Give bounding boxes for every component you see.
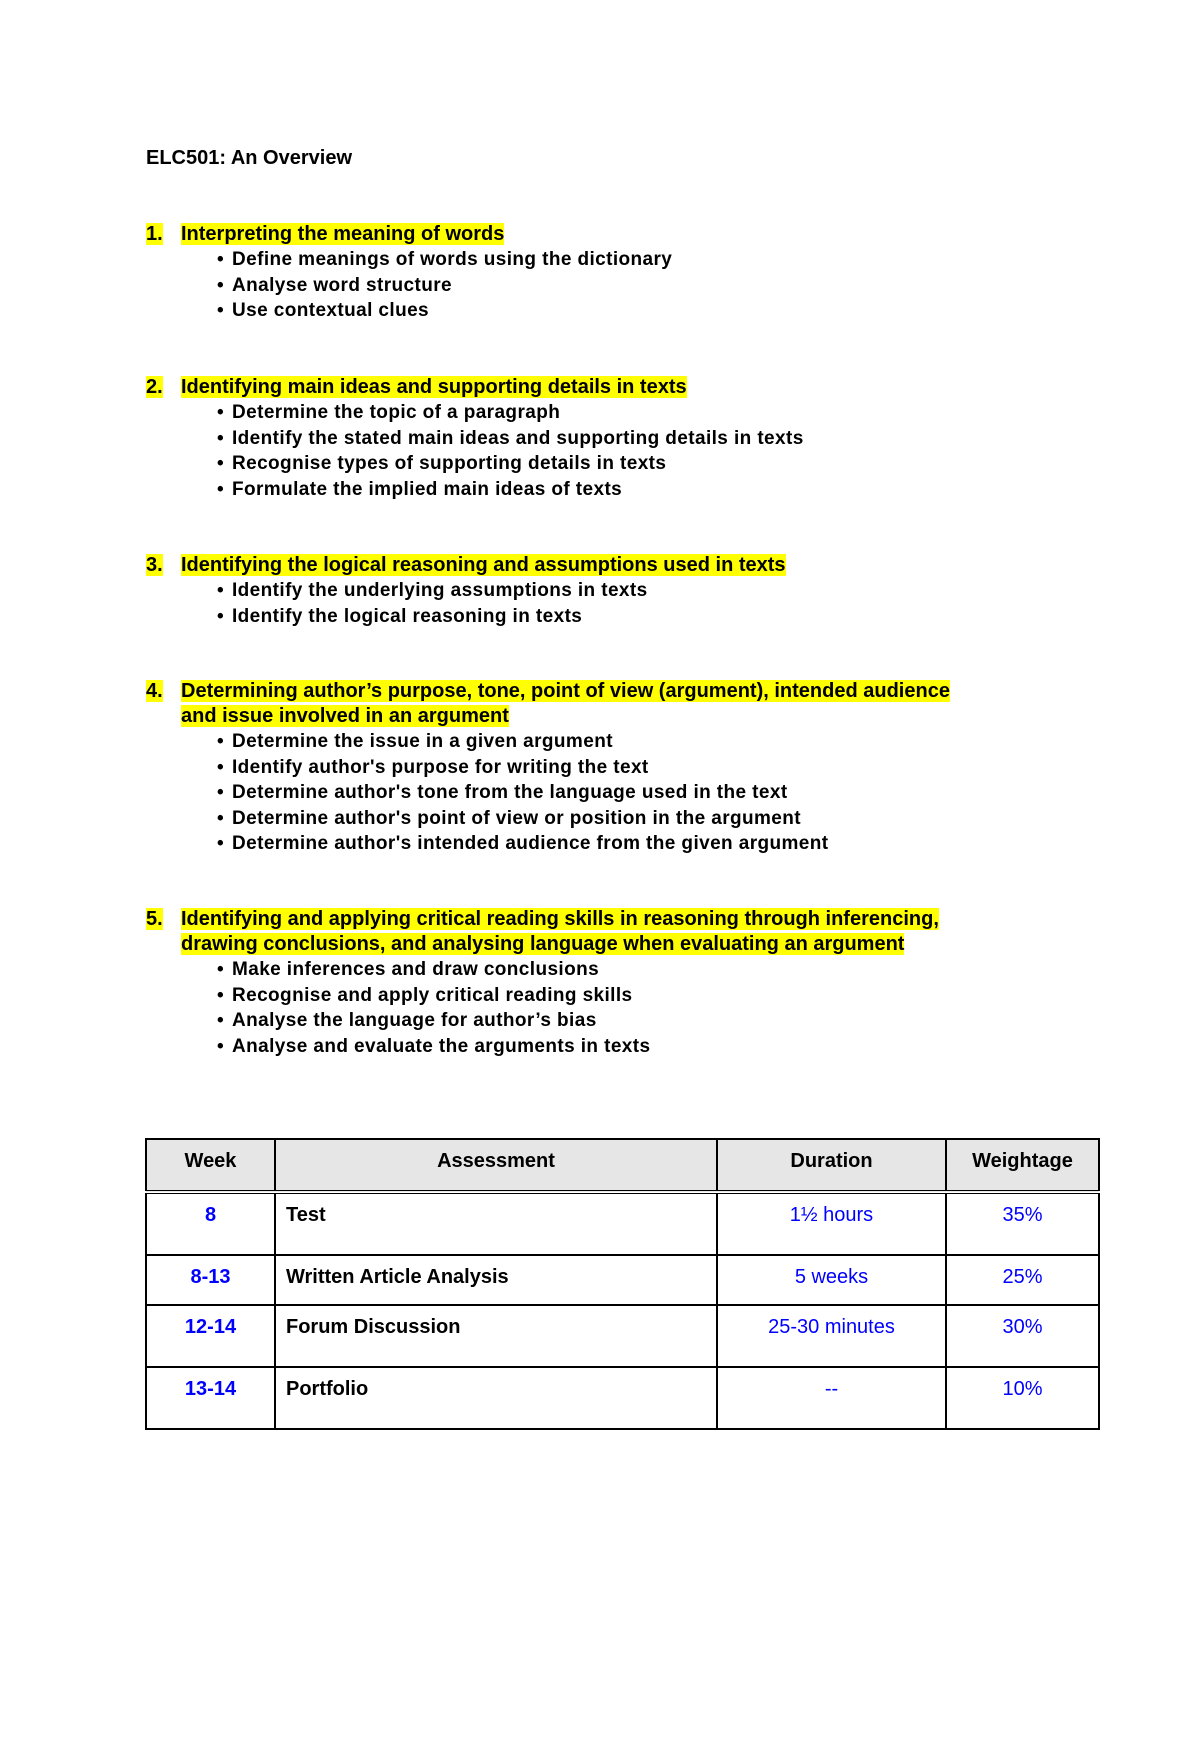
cell-assessment: Forum Discussion [275,1305,717,1367]
list-item: • Identify the logical reasoning in texts [217,604,1066,630]
bullet-icon: • [217,427,225,449]
bullet-icon: • [217,478,225,500]
section-number: 5. [146,908,163,930]
bullet-icon: • [217,731,225,752]
cell-duration: 25-30 minutes [717,1305,946,1367]
section-number: 4. [146,680,163,702]
list-item: • Determine author's tone from the language used in the text [217,780,1066,806]
list-item: • Define meanings of words using the dictionary [217,247,1066,273]
section-title: Identifying main ideas and supporting details in texts [181,376,687,398]
bullet-icon: • [217,1035,225,1057]
bullet-list [146,247,1066,324]
cell-duration: 1½ hours [717,1192,946,1255]
section-title-line-2: drawing conclusions, and analysing language when evaluating an argument [181,933,905,955]
list-item: • Identify author's purpose for writing the text [217,755,1066,781]
section-number: 3. [146,554,163,576]
bullet-icon: • [217,756,225,778]
assessment-table [145,1138,1100,1430]
bullet-list [146,578,1066,629]
section-heading [146,907,1066,957]
bullet-icon: • [217,833,225,854]
section-4 [146,679,1066,857]
header-weightage: Weightage [946,1139,1099,1192]
section-heading [146,553,1066,578]
page-title: ELC501: An Overview [146,147,353,169]
bullet-icon: • [217,402,225,423]
list-item: • Determine the issue in a given argument [217,729,1066,755]
bullet-icon: • [217,984,225,1006]
section-heading [146,222,1066,247]
cell-assessment: Test [275,1192,717,1255]
cell-assessment: Written Article Analysis [275,1255,717,1305]
bullet-icon: • [217,300,225,321]
bullet-icon: • [217,1010,225,1031]
bullet-icon: • [217,782,225,803]
bullet-icon: • [217,807,225,829]
cell-assessment: Portfolio [275,1367,717,1429]
cell-weightage: 35% [946,1192,1099,1255]
list-item: • Use contextual clues [217,298,1066,324]
section-5 [146,907,1066,1059]
bullet-icon: • [217,580,225,601]
section-3 [146,553,1066,629]
section-number: 2. [146,376,163,398]
cell-duration: -- [717,1367,946,1429]
section-title-line-2: and issue involved in an argument [181,705,509,727]
table-row [146,1255,1099,1305]
section-heading [146,375,1066,400]
section-number: 1. [146,223,163,245]
bullet-icon: • [217,453,225,474]
cell-week: 8-13 [146,1255,275,1305]
section-1 [146,222,1066,324]
cell-weightage: 25% [946,1255,1099,1305]
table-row [146,1192,1099,1255]
cell-duration: 5 weeks [717,1255,946,1305]
section-title: Identifying the logical reasoning and assumptions used in texts [181,554,786,576]
cell-weightage: 30% [946,1305,1099,1367]
table-header-row [146,1139,1099,1192]
list-item: • Determine author's intended audience from the given argument [217,831,1066,857]
section-title-line-1: Identifying and applying critical reading skills in reasoning through inferencing, [181,908,939,930]
bullet-icon: • [217,605,225,627]
cell-week: 8 [146,1192,275,1255]
list-item: • Recognise types of supporting details in texts [217,451,1066,477]
table-row [146,1367,1099,1429]
cell-week: 12-14 [146,1305,275,1367]
list-item: • Analyse and evaluate the arguments in texts [217,1034,1066,1060]
table-row [146,1305,1099,1367]
header-assessment: Assessment [275,1139,717,1192]
bullet-icon: • [217,274,225,296]
header-duration: Duration [717,1139,946,1192]
cell-weightage: 10% [946,1367,1099,1429]
bullet-list [146,729,1066,857]
section-2 [146,375,1066,502]
section-title: Interpreting the meaning of words [181,223,505,245]
list-item: • Make inferences and draw conclusions [217,957,1066,983]
list-item: • Recognise and apply critical reading skills [217,983,1066,1009]
bullet-list [146,400,1066,502]
bullet-icon: • [217,249,225,270]
list-item: • Determine the topic of a paragraph [217,400,1066,426]
bullet-icon: • [217,959,225,980]
list-item: • Formulate the implied main ideas of texts [217,477,1066,503]
header-week: Week [146,1139,275,1192]
bullet-list [146,957,1066,1059]
list-item: • Determine author's point of view or position in the argument [217,806,1066,832]
section-title-line-1: Determining author’s purpose, tone, point of view (argument), intended audience [181,680,950,702]
list-item: • Identify the underlying assumptions in texts [217,578,1066,604]
list-item: • Analyse the language for author’s bias [217,1008,1066,1034]
list-item: • Analyse word structure [217,273,1066,299]
list-item: • Identify the stated main ideas and supporting details in texts [217,426,1066,452]
cell-week: 13-14 [146,1367,275,1429]
section-heading [146,679,1066,729]
